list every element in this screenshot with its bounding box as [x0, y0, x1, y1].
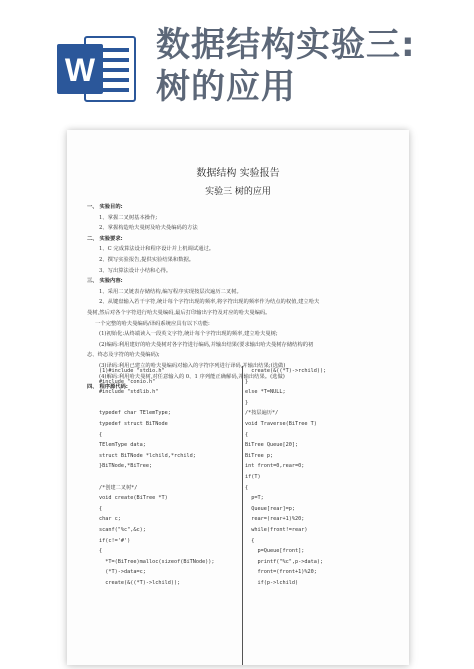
- document-subtitle: 实验三 树的应用: [205, 187, 271, 197]
- banner-title-line2: 树的应用: [156, 67, 296, 107]
- body-line: 态、终态及字符的哈夫曼编码);: [87, 352, 160, 359]
- body-line: 1、掌握二叉树基本操作;: [99, 214, 158, 221]
- body-line: (4)解码:利用哈夫曼树,对任意输入的 0、1 序列能正确解码,并输出结果。(选做): [99, 373, 285, 380]
- banner-title: [156, 24, 466, 108]
- banner-title-line1: 数据结构实验三:: [156, 25, 416, 65]
- body-line: (1)初始化:从终端读入一段英文字符,统计每个字符出现的频率,建立哈夫曼树;: [99, 331, 278, 338]
- body-line: 1、C 完成算法设计和程序设计并上机调试通过。: [99, 246, 215, 253]
- word-document-icon: [55, 34, 137, 104]
- code-column-right: create(&((*T)->rchild)); } else *T=NULL; } /*按层遍历*/ void Traverse(BiTree T) { BiTree Queue[20]; BiTree p; int front=0,rear=0; if(T) { p=T; Queue[rear]=p; rear=(rear+1)%20; while(front!=rear) { p=Queue[front]; printf("%c",p->data); front=(front+1)%20; if(p->lchild): [245, 368, 327, 586]
- header-banner: [0, 0, 474, 122]
- logo-letter: W: [64, 52, 96, 88]
- section-heading: 三、 实验内容:: [87, 278, 123, 285]
- body-line: 曼树,然后对各个字符进行哈夫曼编码,最后打印输出字符及对应的哈夫曼编码。: [87, 309, 271, 316]
- body-line: (2)编码:利用建好的哈夫曼树对各字符进行编码,并输出结果(要求输出哈夫曼树存储结构的初: [99, 341, 314, 348]
- body-line: 2、撰写实验报告,提供实验结果和数据。: [99, 256, 195, 263]
- body-line: 一个完整的哈夫曼编码/译码系统应具有以下功能:: [95, 320, 210, 327]
- document-page: [67, 130, 409, 665]
- code-column-divider: [242, 366, 243, 665]
- body-line: 3、写出算法设计小结和心得。: [99, 267, 172, 274]
- document-title: 数据结构 实验报告: [196, 168, 280, 179]
- document-body: [87, 202, 397, 393]
- section-heading: 二、 实验要求:: [87, 235, 123, 242]
- section-heading: 一、 实验目的:: [87, 204, 123, 210]
- code-column-left: (1)#include "stdio.h" #include "conio.h" #include "stdlib.h" typedef char TElemType; typedef struct BiTNode { TElemType data; struct BiTNode *lchild,*rchild; }BiTNode,*BiTree; /*创建二叉树*/ void create(BiTree *T) { char c; scanf("%c",&c); if(c!='#') { *T=(BiTree)malloc(sizeof(BiTNode)); (*T)->data=c; create(&((*T)->lchild));: [99, 368, 215, 586]
- section-heading: 四、 程序源代码:: [87, 384, 128, 391]
- body-line: 2、掌握构造哈夫曼树及哈夫曼编码的方法: [99, 225, 198, 232]
- body-line: 1、采用二叉链表存储结构,编写程序实现按层次遍历二叉树。: [99, 288, 242, 295]
- body-line: 2、从键盘输入若干字符,统计每个字符出现的频率,将字符出现的频率作为结点的权值,建立哈夫: [99, 299, 320, 306]
- body-line: (3)译码:利用已建立的哈夫曼编码对输入的字符序列进行译码,并输出结果;(选做): [99, 362, 286, 369]
